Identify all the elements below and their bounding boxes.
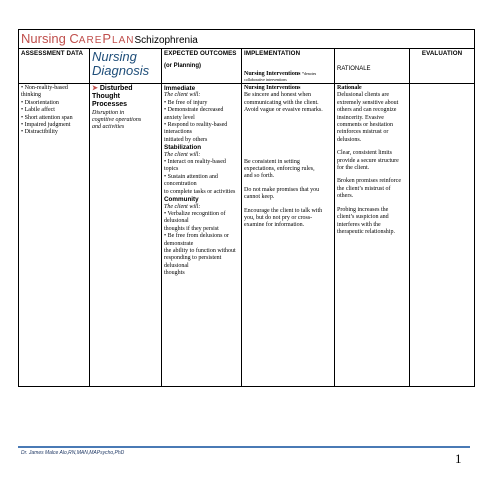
interventions-note: *denotes xyxy=(302,71,317,76)
diagnosis-title-1: Disturbed xyxy=(99,85,133,92)
title-cell xyxy=(19,30,475,49)
assessment-item: thinking xyxy=(21,92,42,99)
outcome-community-heading: Community xyxy=(164,196,199,204)
intervention-paragraph: Do not make promises that you cannot keep. xyxy=(244,186,320,201)
rationale-paragraph: Delusional clients are extremely sensitive about others and can recognize insincerity. Evasive comments or hesitation reinforces mistrust or delusions. xyxy=(337,92,399,143)
intervention-paragraph: Be sincere and honest when communicating with the client. Avoid vague or evasive remarks. xyxy=(244,92,323,114)
title-care-rest: ARE xyxy=(78,35,103,46)
implementation-cell xyxy=(242,84,335,387)
diagnosis-title-3: Processes xyxy=(92,101,128,108)
title-subject: Schizophrenia xyxy=(134,35,198,46)
outcome-immediate-heading: Immediate xyxy=(164,85,196,92)
page-number: 1 xyxy=(455,451,462,466)
intervention-paragraph: Be consistent in setting expectations, enforcing rules, and so forth. xyxy=(244,158,315,180)
header-outcomes: EXPECTED OUTCOMES (or Planning) xyxy=(162,49,242,84)
body-row xyxy=(19,84,475,387)
outcomes-subheader: (or Planning) xyxy=(164,63,201,69)
assessment-item: • Disorientation xyxy=(21,99,59,106)
header-rationale: RATIONALE xyxy=(335,49,410,84)
header-row xyxy=(19,49,475,84)
outcome-stabilization-heading: Stabilization xyxy=(164,144,202,152)
title-nursing: Nursing C xyxy=(21,31,79,46)
diagnosis-header-line1: Nursing xyxy=(92,49,137,64)
header-evaluation: EVALUATION xyxy=(410,49,475,84)
interventions-note-2: collaborative interventions xyxy=(244,77,287,82)
diagnosis-title-2: Thought xyxy=(92,93,120,100)
footer-author: Dr. James Malce Alo,RN,MAN,MAPsycho,PhD xyxy=(21,450,125,456)
intervention-paragraph: Encourage the client to talk with you, but do not pry or cross- examine for information. xyxy=(244,207,323,229)
care-plan-table xyxy=(18,29,475,387)
assessment-item: • Labile affect xyxy=(21,107,55,114)
assessment-item: • Impaired judgment xyxy=(21,122,71,129)
diagnosis-header-line2: Diagnosis xyxy=(92,63,150,78)
outcomes-cell: Immediate The client will: • Be free of injury • Demonstrate decreased anxiety level • Respond to reality-based interactions initiated by others Stabilization The client will: • Interact on reality-based topics • Sustain attention and concentration to complete tasks or activities Community The client will: • Verbalize recognition of delusional thoughts if they persist • Be free from delusions or demonstrate the ability to function without responding to persistent delusional thoughts xyxy=(162,84,242,387)
rationale-paragraph: Broken promises reinforce the client’s mistrust of others. xyxy=(337,178,401,200)
rationale-heading: Rationale xyxy=(337,85,362,91)
diagnosis-description: Disruption in cognitive operations and activities xyxy=(92,110,142,130)
assessment-item: • Non-reality-based xyxy=(21,85,68,91)
header-implementation: IMPLEMENTATION Nursing Interventions *denotes collaborative interventions xyxy=(242,49,335,84)
assessment-item: • Distractibility xyxy=(21,129,58,136)
title-row xyxy=(19,30,475,49)
diagnosis-cell xyxy=(90,84,162,387)
footer-rule xyxy=(18,446,470,448)
evaluation-cell xyxy=(410,84,475,387)
implementation-heading: Nursing Interventions xyxy=(244,85,301,91)
arrow-icon: ➤ xyxy=(92,85,98,92)
interventions-label: Nursing Interventions *denotes xyxy=(244,71,317,77)
assessment-cell xyxy=(19,84,90,387)
rationale-paragraph: Probing increases the client’s suspicion and interferes with the therapeutic relationship. xyxy=(337,206,395,235)
rationale-paragraph: Clear, consistent limits provide a secure structure for the client. xyxy=(337,150,399,172)
rationale-cell xyxy=(335,84,410,387)
title-lan: LAN xyxy=(112,35,135,46)
title-p: P xyxy=(102,31,113,46)
assessment-item: • Short attention span xyxy=(21,114,73,121)
header-diagnosis xyxy=(90,49,162,84)
header-assessment: ASSESSMENT DATA xyxy=(19,49,90,84)
